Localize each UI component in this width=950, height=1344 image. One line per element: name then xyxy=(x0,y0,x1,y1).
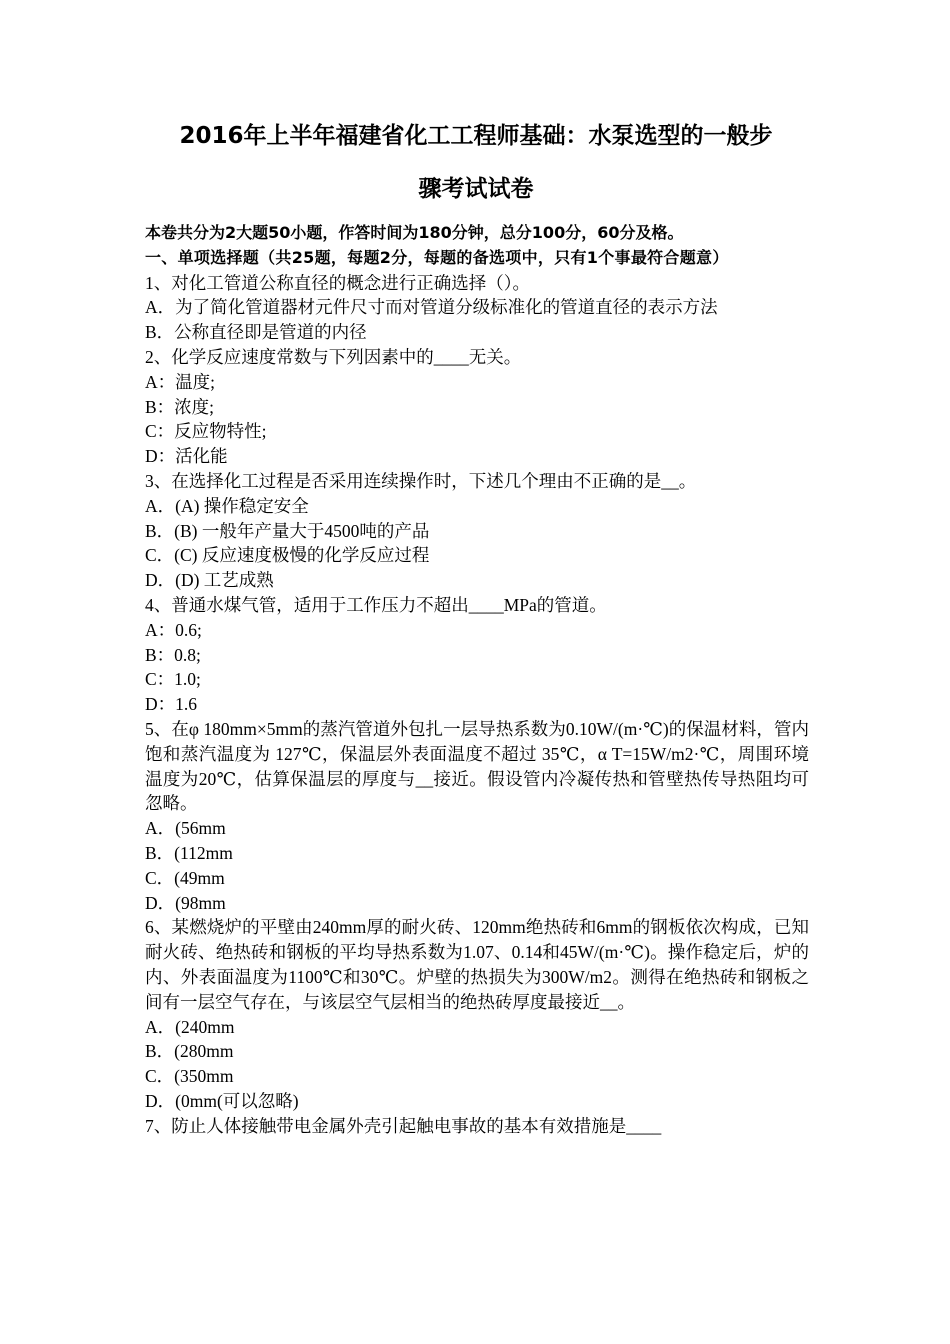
question-2 xyxy=(145,345,809,469)
question-option: D．(0mm(可以忽略) xyxy=(145,1090,299,1111)
question-option: A．为了简化管道器材元件尺寸而对管道分级标准化的管道直径的表示方法 xyxy=(145,297,718,318)
document-title-line1: 2016年上半年福建省化工工程师基础：水泵选型的一般步 xyxy=(179,123,773,149)
question-option: C．(49mm xyxy=(145,867,225,888)
question-option: A．(56mm xyxy=(145,818,226,839)
question-option: C．(C) 反应速度极慢的化学反应过程 xyxy=(145,545,430,566)
question-stem: 3、在选择化工过程是否采用连续操作时，下述几个理由不正确的是__。 xyxy=(145,470,697,491)
question-option: B：0.8; xyxy=(145,644,201,665)
question-3 xyxy=(145,469,809,593)
question-option: A．(240mm xyxy=(145,1016,235,1037)
question-stem: 5、在φ 180mm×5mm的蒸汽管道外包扎一层导热系数为0.10W/(m·℃)的保温材料，管内饱和蒸汽温度为 127℃，保温层外表面温度不超过 35℃，α T=15W/m2·℃，周围环境温度为20℃，估算保温层的厚度与__接近。假设管内冷凝传热和管壁热传导热阻均可忽略。 xyxy=(145,718,809,814)
question-1 xyxy=(145,271,809,345)
question-stem: 7、防止人体接触带电金属外壳引起触电事故的基本有效措施是____ xyxy=(145,1115,662,1136)
question-6 xyxy=(145,915,809,1113)
document-title-line2: 骤考试试卷 xyxy=(418,176,534,202)
exam-intro: 本卷共分为2大题50小题，作答时间为180分钟，总分100分，60分及格。 xyxy=(145,223,684,242)
question-option: D．(98mm xyxy=(145,892,226,913)
section-heading: 一、单项选择题（共25题，每题2分，每题的备选项中，只有1个事最符合题意） xyxy=(145,247,729,267)
question-option: A：0.6; xyxy=(145,619,202,640)
question-option: D：1.6 xyxy=(145,694,198,715)
question-option: A．(A) 操作稳定安全 xyxy=(145,495,309,516)
question-stem: 4、普通水煤气管，适用于工作压力不超出____MPa的管道。 xyxy=(145,594,607,615)
question-option: A：温度; xyxy=(145,371,215,392)
question-option: B．(112mm xyxy=(145,842,233,863)
question-stem: 6、某燃烧炉的平壁由240mm厚的耐火砖、120mm绝热砖和6mm的钢板依次构成，已知耐火砖、绝热砖和钢板的平均导热系数为1.07、0.14和45W/(m·℃)。操作稳定后，炉的内、外表面温度为1100℃和30℃。炉壁的热损失为300W/m2。测得在绝热砖和钢板之间有一层空气存在，与该层空气层相当的绝热砖厚度最接近__。 xyxy=(145,917,809,1012)
question-option: B．(B) 一般年产量大于4500吨的产品 xyxy=(145,520,430,541)
question-option: C：反应物特性; xyxy=(145,421,267,442)
question-stem: 1、对化工管道公称直径的概念进行正确选择（）。 xyxy=(145,272,530,293)
question-4 xyxy=(145,593,809,717)
question-option: C：1.0; xyxy=(145,669,201,690)
question-option: C．(350mm xyxy=(145,1066,234,1087)
question-option: D．(D) 工艺成熟 xyxy=(145,570,274,591)
question-option: D：活化能 xyxy=(145,446,228,467)
question-option: B．公称直径即是管道的内径 xyxy=(145,322,367,343)
question-5 xyxy=(145,717,809,915)
question-7 xyxy=(145,1114,809,1139)
document-body xyxy=(145,221,809,1138)
question-option: B．(280mm xyxy=(145,1041,234,1062)
question-stem: 2、化学反应速度常数与下列因素中的____无关。 xyxy=(145,346,522,367)
question-option: B：浓度; xyxy=(145,396,215,417)
